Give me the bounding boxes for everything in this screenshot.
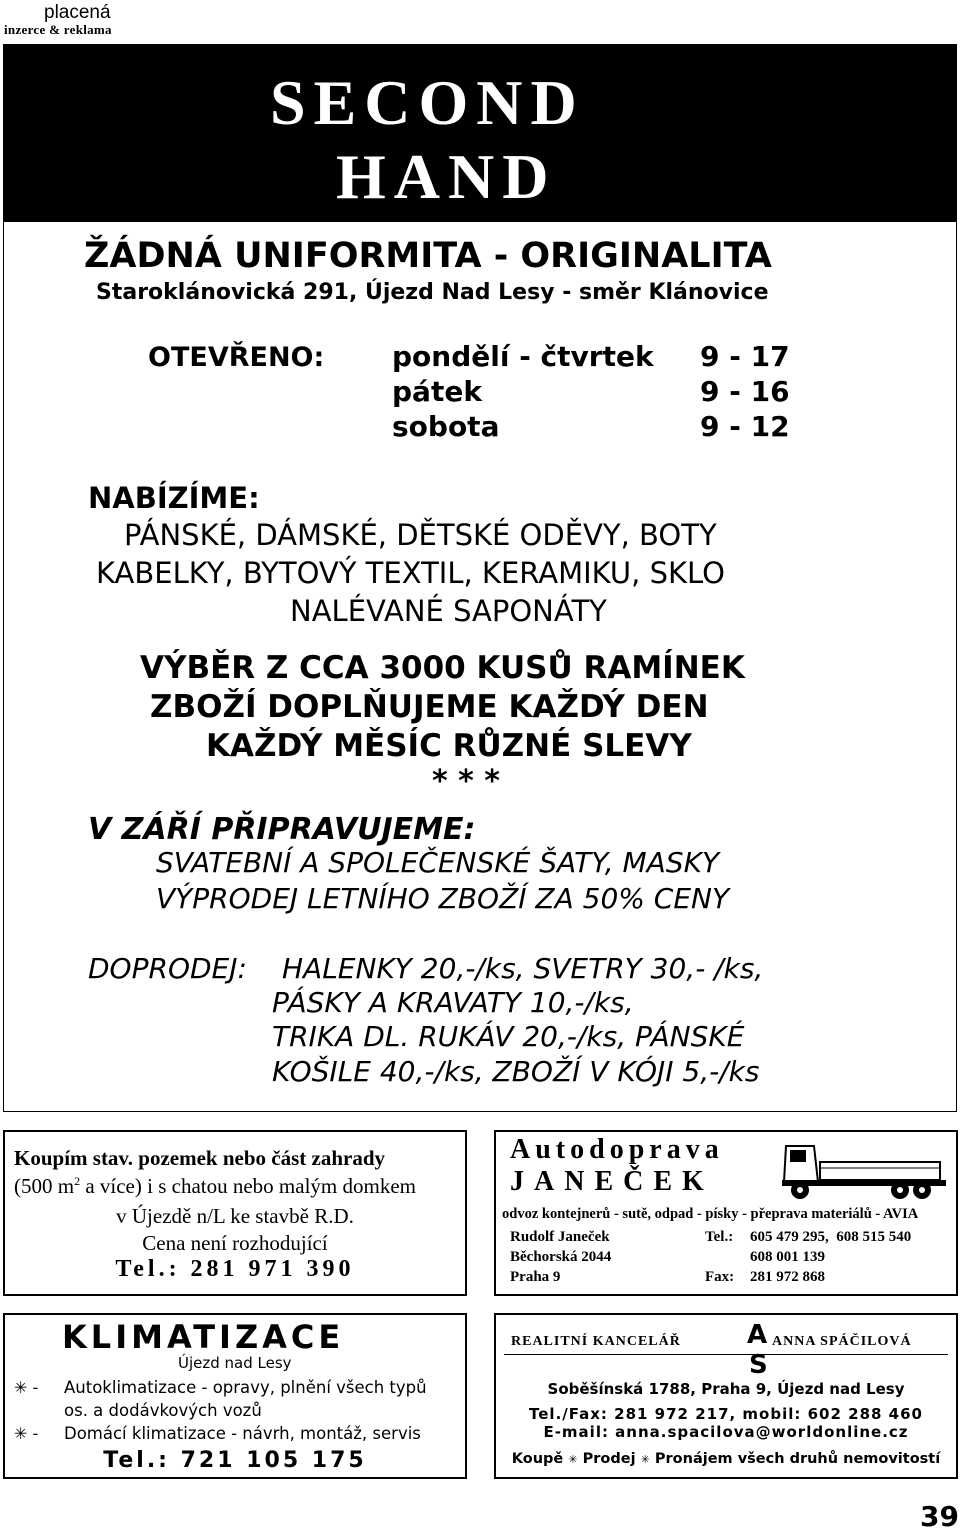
hours-days-0: pondělí - čtvrtek (392, 340, 654, 373)
realty-left: REALITNÍ KANCELÁŘ (511, 1334, 681, 1349)
hours-time-2: 9 - 12 (700, 410, 790, 443)
transport-tel-1: 605 479 295, 608 515 540 (750, 1229, 912, 1245)
prepare-label: V ZÁŘÍ PŘIPRAVUJEME: (88, 812, 476, 847)
land-ad-line-3: v Újezdě n/L ke stavbě R.D. (116, 1204, 354, 1228)
prepare-line-0: SVATEBNÍ A SPOLEČENSKÉ ŠATY, MASKY (156, 846, 720, 879)
offer-line-0: PÁNSKÉ, DÁMSKÉ, DĚTSKÉ ODĚVY, BOTY (124, 518, 717, 552)
sale-line-3: KOŠILE 40,-/ks, ZBOŽÍ V KÓJI 5,-/ks (272, 1055, 760, 1088)
land-ad-line-4: Cena není rozhodující (142, 1231, 328, 1255)
realty-right: ANNA SPÁČILOVÁ (772, 1334, 912, 1349)
realty-services: Koupě ✳ Prodej ✳ Pronájem všech druhů nemovitostí (511, 1451, 941, 1467)
transport-services: odvoz kontejnerů - sutě, odpad - písky - přeprava materiálů - AVIA (502, 1206, 919, 1222)
shop-address: Staroklánovická 291, Újezd Nad Lesy - směr Klánovice (96, 280, 769, 305)
transport-fax-label: Fax: (705, 1269, 735, 1285)
truck-icon (780, 1138, 950, 1204)
transport-name: Rudolf Janeček (510, 1229, 610, 1245)
offer-label: NABÍZÍME: (88, 481, 260, 515)
title-line-second: SECOND (270, 67, 585, 138)
transport-tel-2: 608 001 139 (750, 1249, 825, 1265)
highlight-line-1: ZBOŽÍ DOPLŇUJEME KAŽDÝ DEN (150, 689, 709, 725)
hours-days-2: sobota (392, 410, 500, 443)
prepare-line-1: VÝPRODEJ LETNÍHO ZBOŽÍ ZA 50% CENY (156, 882, 730, 915)
highlight-line-2: KAŽDÝ MĚSÍC RŮZNÉ SLEVY (206, 728, 692, 764)
second-hand-title (270, 66, 585, 214)
highlight-line-0: VÝBĚR Z CCA 3000 KUSŮ RAMÍNEK (140, 650, 745, 686)
offer-line-2: NALÉVANÉ SAPONÁTY (290, 594, 607, 628)
clima-item-1: os. a dodávkových vozů (64, 1401, 262, 1420)
transport-city: Praha 9 (510, 1269, 561, 1285)
land-ad-line-1: Koupím stav. pozemek nebo část zahrady (14, 1146, 386, 1170)
sale-label: DOPRODEJ: (88, 952, 247, 985)
hours-time-1: 9 - 16 (700, 375, 790, 408)
sale-line-2: TRIKA DL. RUKÁV 20,-/ks, PÁNSKÉ (272, 1020, 745, 1053)
clima-item-0: Autoklimatizace - opravy, plnění všech typů (64, 1378, 427, 1397)
realty-contact: Tel./Fax: 281 972 217, mobil: 602 288 460 (529, 1405, 923, 1423)
realty-address: Soběšínská 1788, Praha 9, Újezd nad Lesy (547, 1380, 905, 1398)
clima-bullet-0: ✳ - (14, 1378, 39, 1397)
transport-title-1: Autodoprava (510, 1134, 724, 1165)
transport-street: Běchorská 2044 (510, 1249, 612, 1265)
realty-email: E-mail: anna.spacilova@worldonline.cz (543, 1423, 909, 1441)
clima-title: KLIMATIZACE (62, 1318, 345, 1356)
sale-line-0: HALENKY 20,-/ks, SVETRY 30,- /ks, (282, 952, 764, 985)
page-number: 39 (920, 1500, 959, 1533)
transport-title-2: JANEČEK (510, 1166, 714, 1197)
realty-logo-a: A (747, 1320, 768, 1350)
hours-time-0: 9 - 17 (700, 340, 790, 373)
land-ad-line-2: (500 $m^2$ a více) i s chatou nebo malým domkem (14, 1174, 416, 1198)
transport-tel-label: Tel.: (705, 1229, 734, 1245)
realty-divider (504, 1354, 948, 1355)
stars-separator: * * * (432, 764, 500, 799)
land-ad-phone: Tel.: 281 971 390 (115, 1256, 355, 1282)
hours-days-1: pátek (392, 375, 482, 408)
title-line-hand: HAND (336, 141, 557, 212)
sale-line-1: PÁSKY A KRAVATY 10,-/ks, (272, 986, 634, 1019)
header-inzerce: inzerce & reklama (4, 22, 112, 37)
clima-location: Újezd nad Lesy (178, 1354, 292, 1372)
realty-logo-s: S (749, 1350, 768, 1380)
asterisk-icon: ✳ (568, 1453, 578, 1466)
slogan: ŽÁDNÁ UNIFORMITA - ORIGINALITA (84, 236, 772, 276)
clima-bullet-2: ✳ - (14, 1424, 39, 1443)
transport-fax: 281 972 868 (750, 1269, 825, 1285)
clima-item-2: Domácí klimatizace - návrh, montáž, servis (64, 1424, 421, 1443)
clima-phone: Tel.: 721 105 175 (103, 1448, 367, 1473)
asterisk-icon: ✳ (640, 1453, 650, 1466)
header-placena: placená (44, 2, 111, 23)
hours-label: OTEVŘENO: (148, 342, 325, 373)
offer-line-1: KABELKY, BYTOVÝ TEXTIL, KERAMIKU, SKLO (96, 556, 725, 590)
